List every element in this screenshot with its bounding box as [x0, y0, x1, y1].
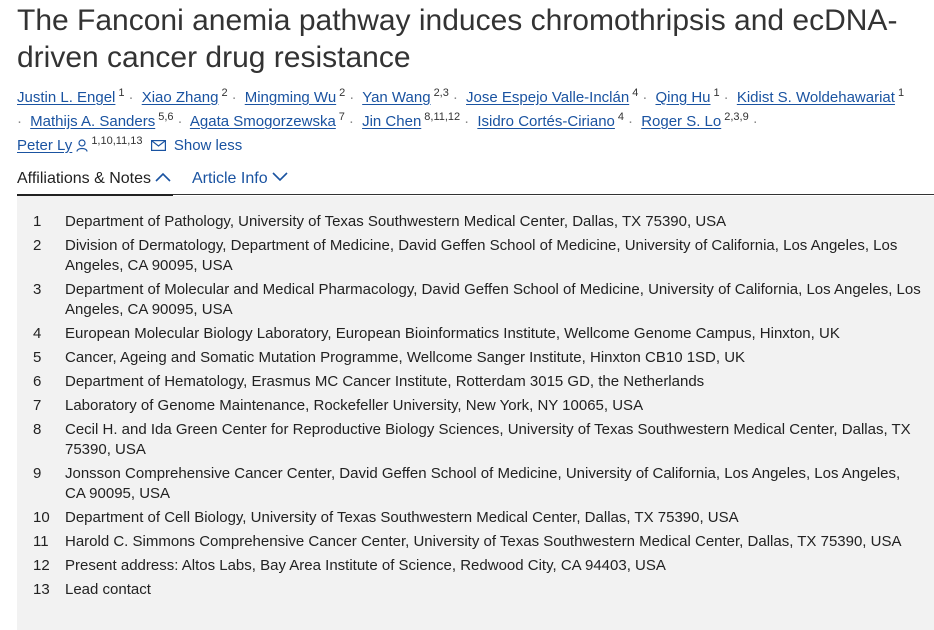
- author-item: [641, 113, 749, 130]
- author-link[interactable]: Jin Chen: [362, 113, 422, 130]
- author-link[interactable]: Roger S. Lo: [641, 113, 722, 130]
- author-item: [362, 89, 449, 106]
- affiliation-number: 2: [33, 237, 42, 254]
- affiliation-text: Jonsson Comprehensive Cancer Center, David Geffen School of Medicine, University of California, Los Angeles, Los Angeles, CA 90095, USA: [65, 465, 901, 502]
- author-item: [17, 89, 125, 106]
- separator-dot: ·: [752, 113, 758, 130]
- author-item: [142, 89, 228, 106]
- affiliations-panel: [17, 196, 934, 630]
- author-affiliation-ref: 5,6: [158, 111, 174, 123]
- author-affiliation-ref: 1: [897, 87, 905, 99]
- affiliation-item: [17, 396, 934, 416]
- chevron-down-icon: [272, 168, 288, 188]
- affiliations-list: [17, 212, 934, 604]
- author-item: [30, 113, 173, 130]
- separator-dot: ·: [177, 113, 183, 130]
- author-affiliation-ref: 4: [632, 87, 639, 99]
- affiliation-number: 13: [33, 581, 50, 598]
- affiliation-number: 3: [33, 281, 42, 298]
- tab-label: Article Info: [192, 170, 268, 187]
- affiliation-number: 10: [33, 509, 50, 526]
- affiliation-item: [17, 236, 934, 276]
- tab-bar: [17, 168, 934, 195]
- affiliation-text: Harold C. Simmons Comprehensive Cancer Center, University of Texas Southwestern Medical Center, Dallas, TX 75390, USA: [65, 533, 902, 550]
- tab-article-info[interactable]: [192, 168, 288, 194]
- affiliation-text: Laboratory of Genome Maintenance, Rockefeller University, New York, NY 10065, USA: [65, 397, 644, 414]
- affiliation-number: 6: [33, 373, 42, 390]
- separator-dot: ·: [628, 113, 634, 130]
- affiliation-number: 4: [33, 325, 42, 342]
- author-item: [655, 89, 719, 106]
- author-item: [190, 113, 345, 130]
- author-affiliation-ref: 4: [617, 111, 625, 123]
- author-item: [477, 113, 624, 130]
- separator-dot: ·: [231, 89, 237, 106]
- affiliation-number: 5: [33, 349, 42, 366]
- author-item: [245, 89, 346, 106]
- affiliation-item: [17, 280, 934, 320]
- affiliation-item: [17, 324, 934, 344]
- affiliation-item: [17, 556, 934, 576]
- affiliation-text: Department of Hematology, Erasmus MC Cancer Institute, Rotterdam 3015 GD, the Netherlands: [65, 373, 705, 390]
- affiliation-text: Department of Pathology, University of Texas Southwestern Medical Center, Dallas, TX 75390, USA: [65, 213, 727, 230]
- author-affiliation-ref: 2,3,9: [724, 111, 749, 123]
- affiliation-text: Department of Cell Biology, University of Texas Southwestern Medical Center, Dallas, TX 75390, USA: [65, 509, 739, 526]
- author-link[interactable]: Peter Ly: [17, 137, 73, 154]
- affiliation-item: [17, 464, 934, 504]
- author-link[interactable]: Qing Hu: [655, 89, 711, 106]
- separator-dot: ·: [17, 113, 22, 130]
- affiliation-number: 1: [33, 213, 42, 230]
- separator-dot: ·: [464, 113, 470, 130]
- author-link[interactable]: Mingming Wu: [244, 89, 337, 106]
- affiliation-item: [17, 372, 934, 392]
- separator-dot: ·: [128, 89, 134, 106]
- mail-icon[interactable]: [151, 135, 166, 159]
- affiliation-item: [17, 348, 934, 368]
- author-link[interactable]: Kidist S. Woldehawariat: [736, 89, 895, 106]
- tab-label: Affiliations & Notes: [17, 170, 151, 187]
- author-affiliation-ref: 1,10,11,13: [91, 135, 143, 147]
- author-link[interactable]: Xiao Zhang: [141, 89, 219, 106]
- affiliation-item: [17, 580, 934, 600]
- author-link[interactable]: Justin L. Engel: [17, 89, 116, 106]
- author-item: [466, 89, 638, 106]
- author-link[interactable]: Mathijs A. Sanders: [30, 113, 156, 130]
- author-item: [737, 89, 904, 106]
- article-title: The Fanconi anemia pathway induces chromothripsis and ecDNA-driven cancer drug resistance: [17, 4, 898, 74]
- affiliation-number: 9: [33, 465, 42, 482]
- affiliation-text: Cecil H. and Ida Green Center for Reproductive Biology Sciences, University of Texas Southwestern Medical Center, Dallas, TX 75390, USA: [65, 421, 911, 458]
- author-affiliation-ref: 1: [713, 87, 720, 99]
- affiliation-text: Lead contact: [65, 581, 151, 598]
- author-link[interactable]: Isidro Cortés-Ciriano: [477, 113, 615, 130]
- author-item: [17, 137, 143, 154]
- author-link[interactable]: Yan Wang: [362, 89, 431, 106]
- separator-dot: ·: [452, 89, 458, 106]
- affiliation-number: 12: [33, 557, 50, 574]
- author-link[interactable]: Agata Smogorzewska: [189, 113, 336, 130]
- affiliation-text: Division of Dermatology, Department of Medicine, David Geffen School of Medicine, University of California, Los Angeles, Los Angeles, CA 90095, USA: [65, 237, 898, 274]
- author-list: [17, 86, 932, 160]
- tab-affiliations-notes[interactable]: [17, 168, 173, 197]
- author-affiliation-ref: 1: [118, 87, 125, 99]
- affiliation-text: Cancer, Ageing and Somatic Mutation Programme, Wellcome Sanger Institute, Hinxton CB10 1SD, UK: [65, 349, 746, 366]
- author-affiliation-ref: 8,11,12: [424, 111, 461, 123]
- author-affiliation-ref: 2,3: [433, 87, 449, 99]
- affiliation-text: Department of Molecular and Medical Pharmacology, David Geffen School of Medicine, University of California, Los Angeles, Los Angeles, CA 90095, USA: [65, 281, 921, 318]
- chevron-up-icon: [155, 168, 171, 188]
- separator-dot: ·: [723, 89, 729, 106]
- author-link[interactable]: Jose Espejo Valle-Inclán: [466, 89, 630, 106]
- separator-dot: ·: [348, 113, 354, 130]
- author-item: [362, 113, 460, 130]
- person-icon: [76, 136, 88, 160]
- affiliation-item: [17, 508, 934, 528]
- affiliation-number: 11: [33, 533, 49, 550]
- show-less-link[interactable]: Show less: [173, 137, 243, 154]
- separator-dot: ·: [642, 89, 648, 106]
- affiliation-item: [17, 212, 934, 232]
- affiliation-item: [17, 532, 934, 552]
- author-affiliation-ref: 2: [221, 87, 228, 99]
- affiliation-number: 8: [33, 421, 42, 438]
- affiliation-number: 7: [33, 397, 42, 414]
- author-affiliation-ref: 7: [338, 111, 345, 123]
- affiliation-text: Present address: Altos Labs, Bay Area Institute of Science, Redwood City, CA 94403, USA: [65, 557, 666, 574]
- separator-dot: ·: [349, 89, 355, 106]
- affiliation-item: [17, 420, 934, 460]
- affiliation-text: European Molecular Biology Laboratory, European Bioinformatics Institute, Wellcome Genome Campus, Hinxton, UK: [65, 325, 840, 342]
- author-affiliation-ref: 2: [339, 87, 346, 99]
